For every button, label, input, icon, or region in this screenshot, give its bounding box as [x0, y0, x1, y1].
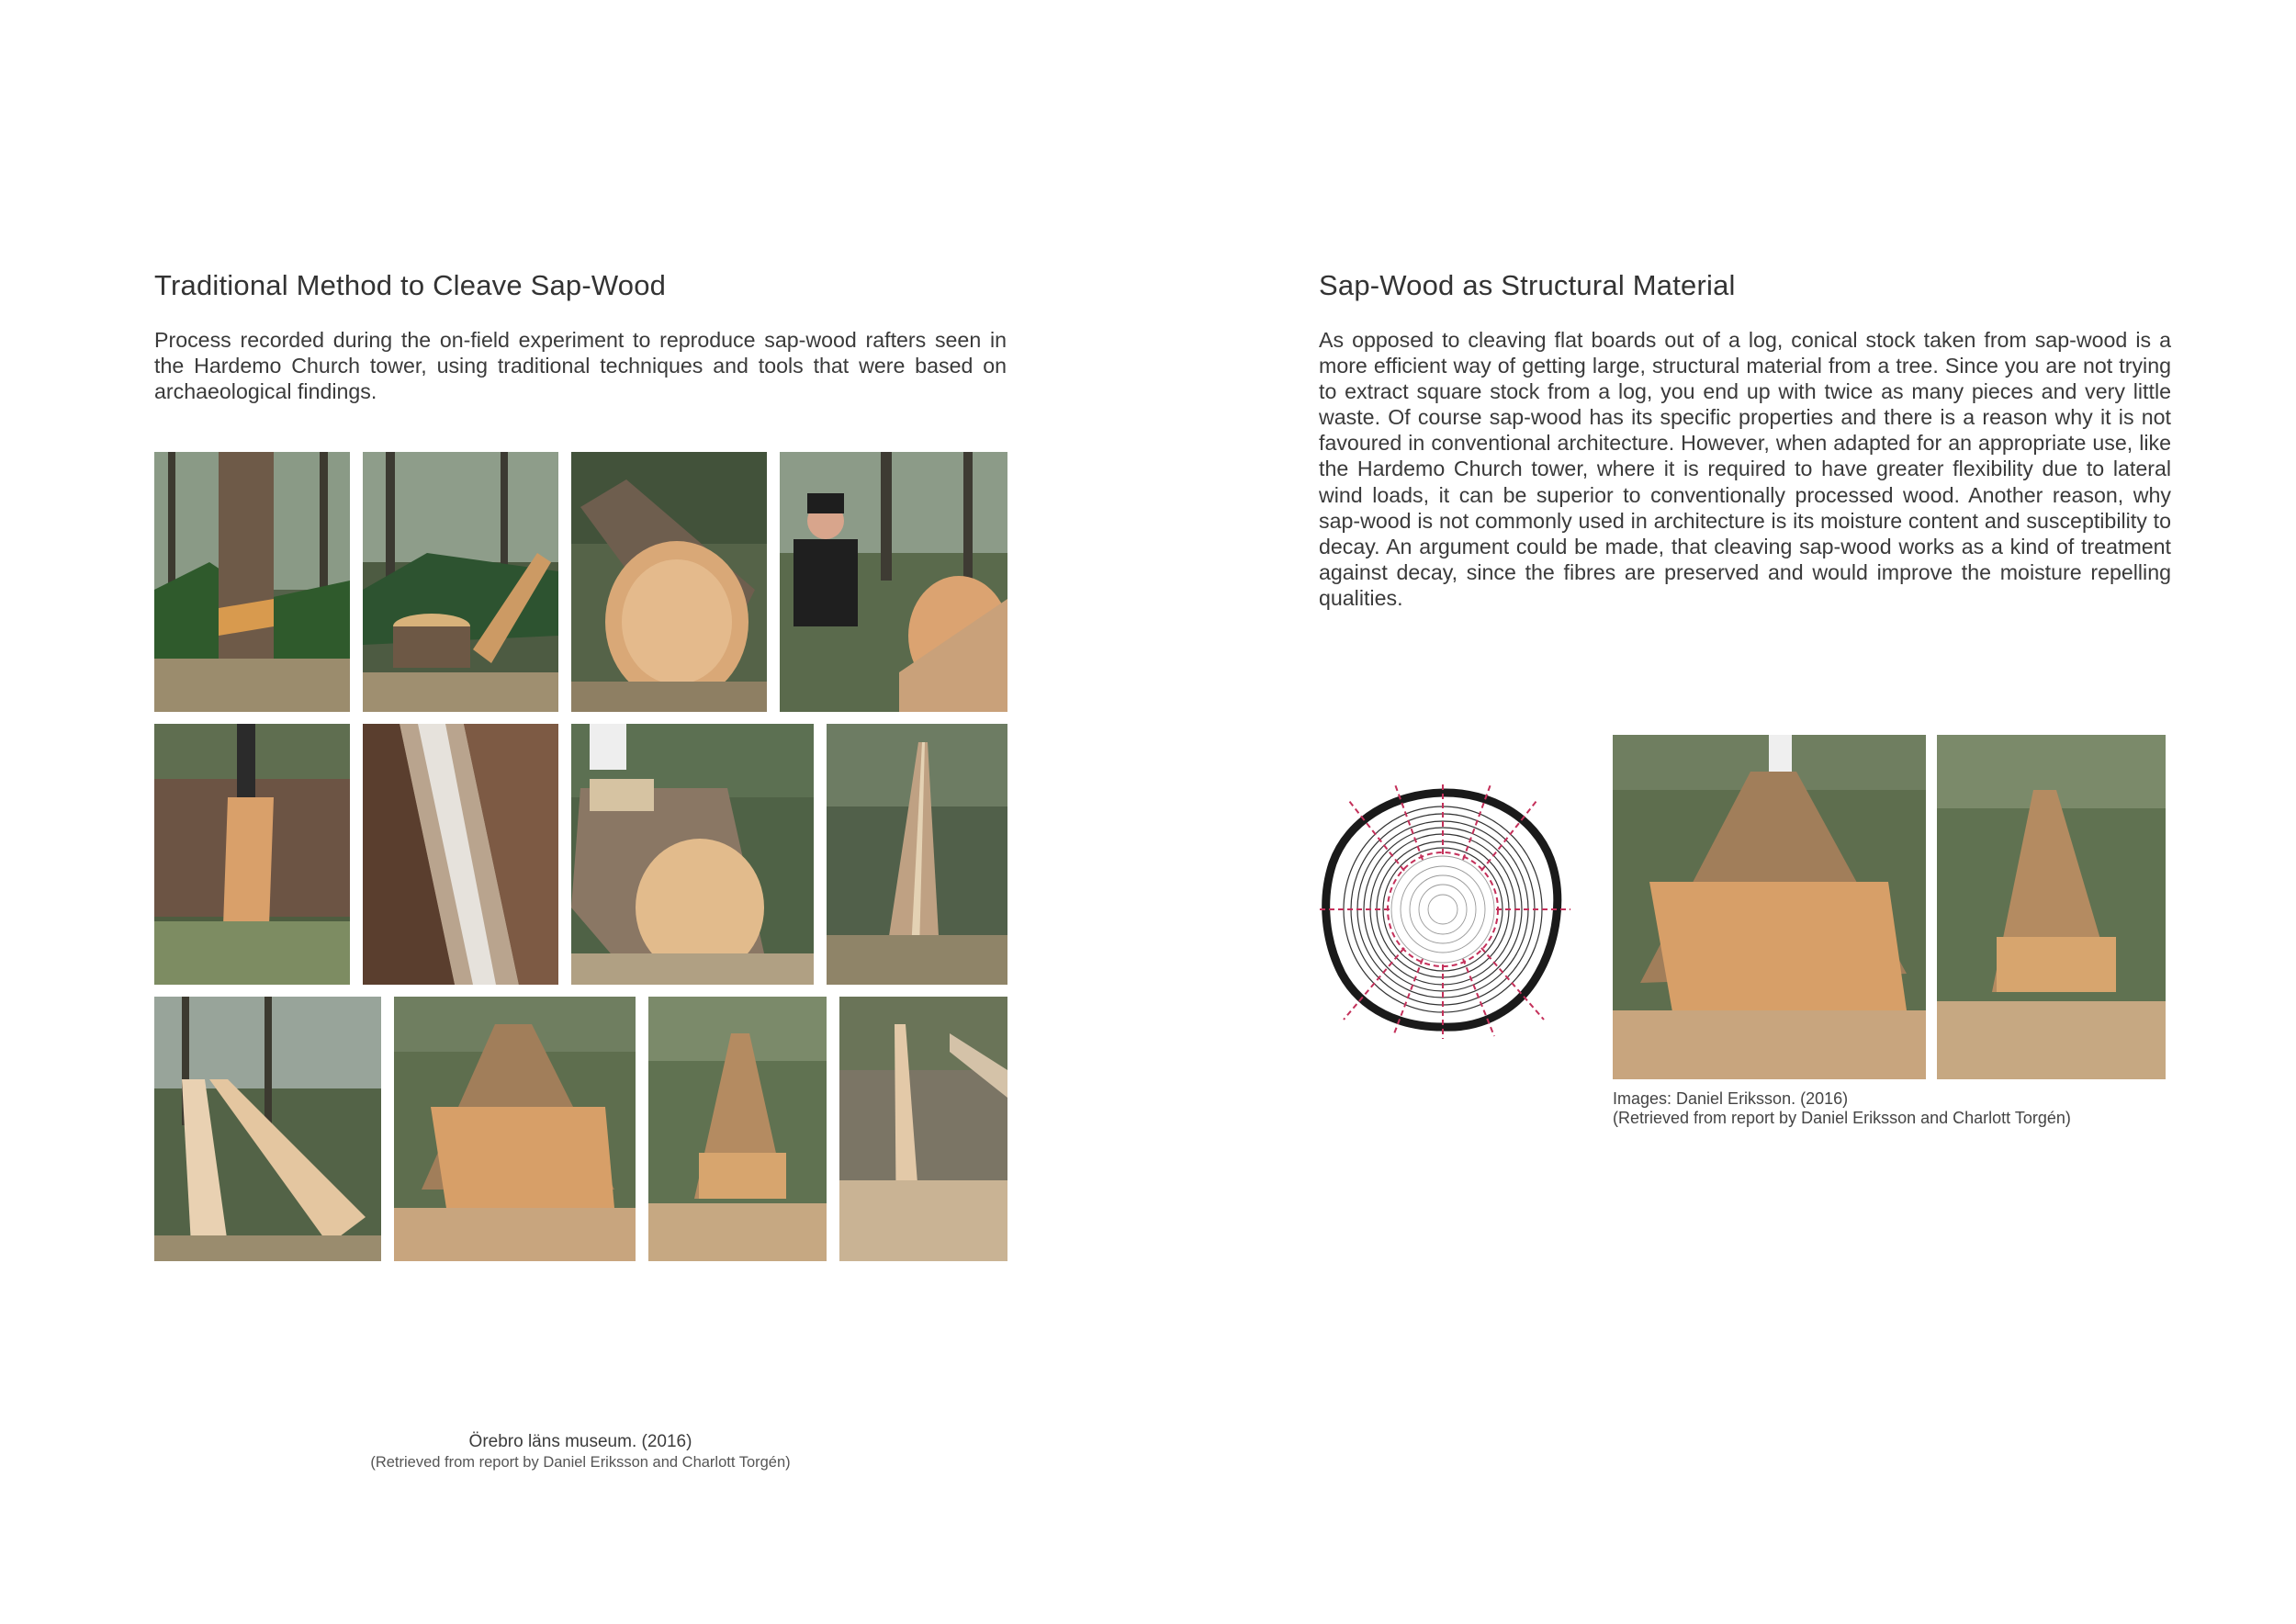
photo-log-wedges — [571, 724, 814, 985]
left-intro-paragraph: Process recorded during the on-field experiment to reproduce sap-wood rafters seen in the Hardemo Church tower, using traditional techniques and tools that were based on archaeological findings. — [154, 328, 1007, 404]
photo-two-cleaved-halves — [154, 997, 381, 1261]
photo-finished-rafter — [839, 997, 1007, 1261]
log-cross-section-diagram — [1316, 781, 1570, 1039]
photo-felled-tree-stump — [363, 452, 558, 712]
photo-log-end-grain — [571, 452, 767, 712]
photo-axe-splitting-log — [154, 724, 350, 985]
photo-tree-notched — [154, 452, 350, 712]
photo-rafter-on-trestles — [648, 997, 827, 1261]
right-body-paragraph: As opposed to cleaving flat boards out of a log, conical stock taken from sap-wood is a more efficient way of getting large, structural material from a tree. Since you are not trying to extract square stock from a log, you end up with twice as many pieces and very little waste. Of course sap-wood has its specific properties and there is a reason why it is not favoured in conventional architecture. However, when adapted for an appropriate use, like the Hardemo Church tower, where it is required to have greater flexibility due to lateral wind loads, it can be superior to conventionally processed wood. Another reason, why sap-wood is not commonly used in architecture is its moisture content and susceptibility to decay. An argument could be made, that cleaving sap-wood works as a kind of treatment against decay, since the fibres are preserved and would improve the moisture repelling qualities. — [1319, 328, 2171, 610]
left-photo-credit-source: (Retrieved from report by Daniel Eriksson and Charlott Torgén) — [370, 1454, 791, 1471]
photo-man-with-axe — [780, 452, 1007, 712]
right-photo-credit-source: (Retrieved from report by Daniel Eriksson and Charlott Torgén) — [1613, 1109, 2071, 1127]
left-photo-credit: Örebro läns museum. (2016) — [468, 1432, 692, 1451]
photo-rafter-end-closeup — [1613, 735, 1926, 1079]
right-section-heading: Sap-Wood as Structural Material — [1319, 269, 1736, 301]
photo-long-split-log — [827, 724, 1007, 985]
right-photo-credit: Images: Daniel Eriksson. (2016) — [1613, 1089, 1849, 1108]
photo-squared-log-end — [394, 997, 636, 1261]
photo-split-groove-closeup — [363, 724, 558, 985]
left-section-heading: Traditional Method to Cleave Sap-Wood — [154, 269, 667, 301]
photo-rafter-trestles-right — [1937, 735, 2166, 1079]
